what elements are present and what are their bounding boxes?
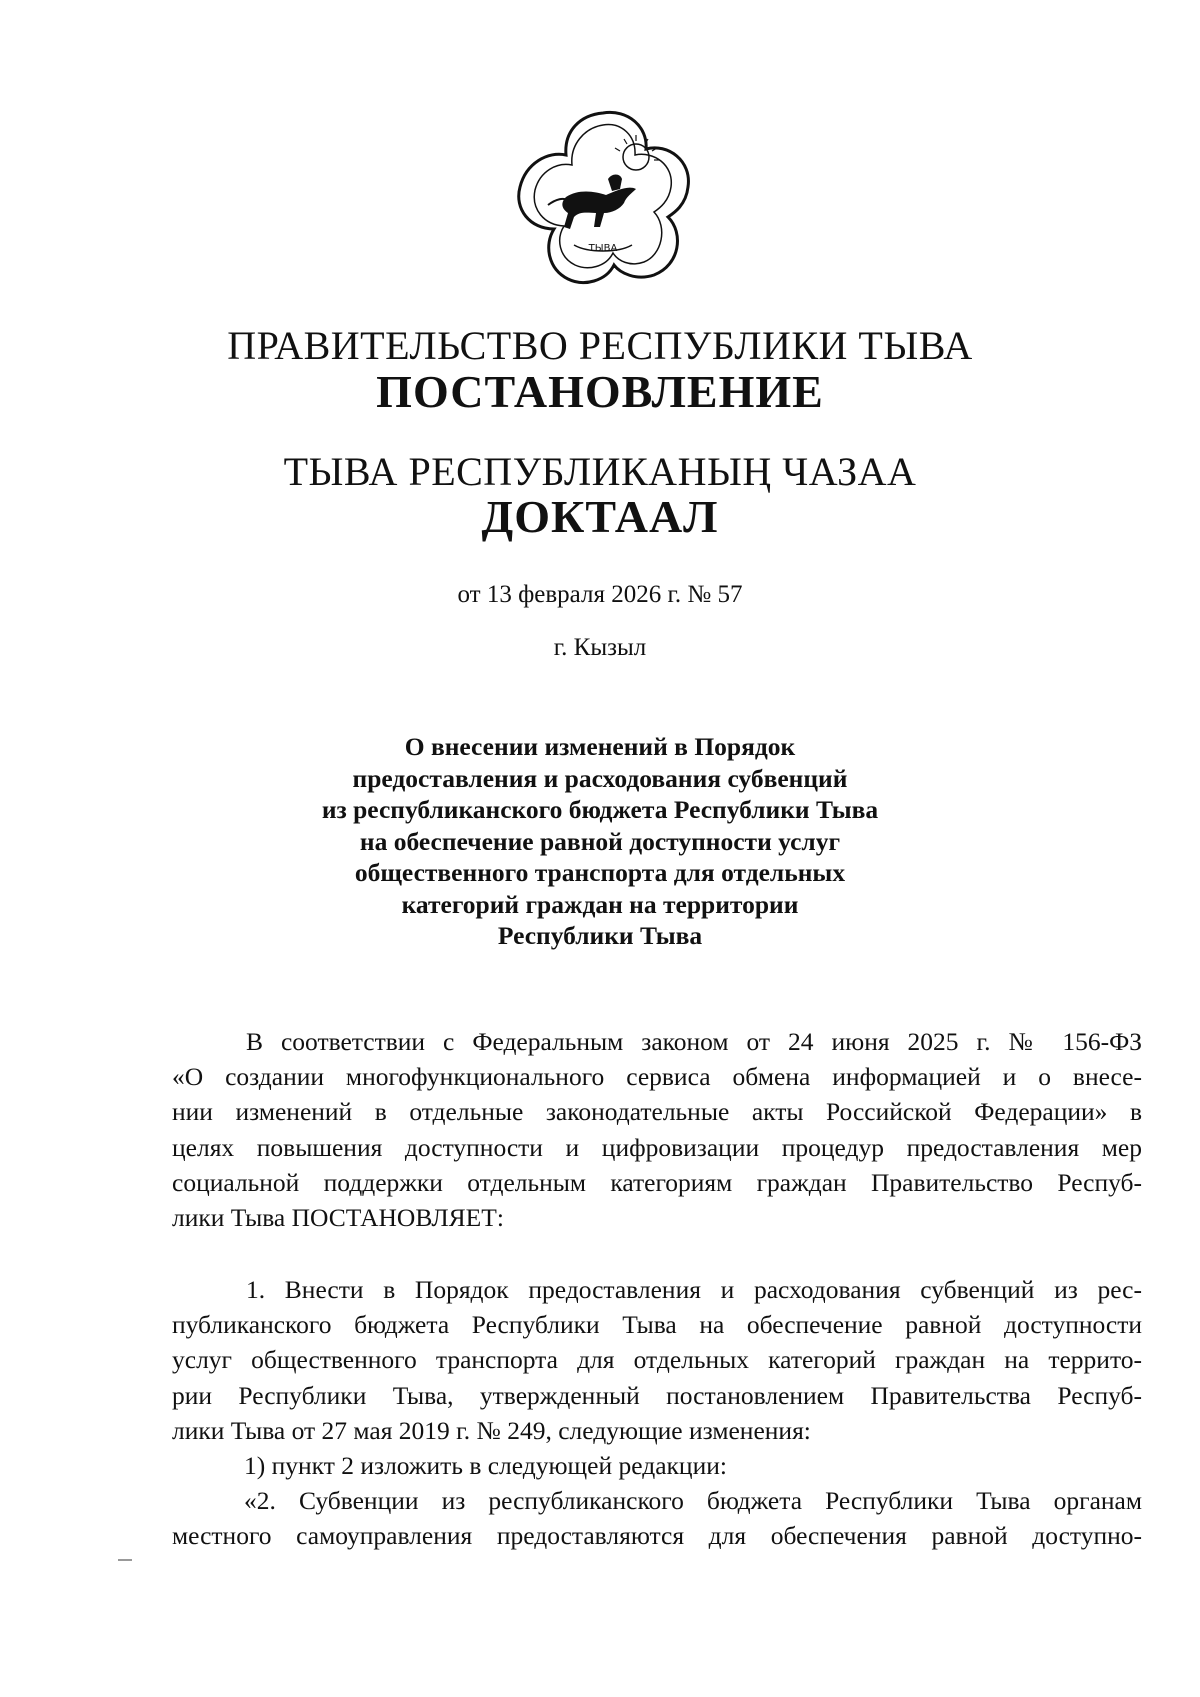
paragraph-line: 1. Внести в Порядок предоставления и расходования субвенций из рес- [246, 1275, 1142, 1304]
decree-date-number: от 13 февраля 2026 г. № 57 [457, 581, 743, 608]
paragraph-line: социальной поддержки отдельным категориям граждан Правительство Респуб- [172, 1167, 1142, 1197]
paragraph-line: лики Тыва ПОСТАНОВЛЯЕТ: [172, 1202, 504, 1232]
paragraph-line: целях повышения доступности и цифровизации процедур предоставления мер [172, 1132, 1142, 1162]
government-title-ru: ПРАВИТЕЛЬСТВО РЕСПУБЛИКИ ТЫВА [227, 323, 973, 368]
paragraph-line: В соответствии с Федеральным законом от 24 июня 2025 г. № 156-ФЗ [246, 1027, 1142, 1056]
item-1-paragraph [172, 1272, 1142, 1554]
subject-line: О внесении изменений в Порядок [404, 732, 796, 761]
government-title-tyva: ТЫВА РЕСПУБЛИКАНЫҢ ЧАЗАА [283, 449, 917, 494]
svg-text:ТЫВА: ТЫВА [588, 243, 618, 254]
subject-line: категорий граждан на территории [401, 889, 799, 919]
paragraph-line: «О создании многофункционального сервиса обмена информацией и о внесе- [172, 1062, 1142, 1092]
paragraph-line: услуг общественного транспорта для отдельных категорий граждан на террито- [172, 1345, 1142, 1375]
subject-line: на обеспечение равной доступности услуг [359, 826, 841, 856]
paragraph-line: местного самоуправления предоставляются для обеспечения равной доступно- [172, 1521, 1142, 1551]
paragraph-line: нии изменений в отдельные законодательные акты Российской Федерации» в [172, 1097, 1142, 1127]
subject-line: общественного транспорта для отдельных [354, 858, 846, 887]
paragraph-line: «2. Субвенции из республиканского бюджета Республики Тыва органам [244, 1486, 1142, 1516]
subject-line: из республиканского бюджета Республики Тыва [321, 795, 879, 824]
subject-line: предоставления и расходования субвенций [352, 763, 848, 793]
scan-artifact [118, 1559, 132, 1561]
paragraph-line: лики Тыва от 27 мая 2019 г. № 249, следующие изменения: [172, 1415, 811, 1445]
decree-title-ru: ПОСТАНОВЛЕНИЕ [376, 366, 824, 417]
tuva-emblem-icon [508, 105, 698, 290]
subject-line: Республики Тыва [497, 921, 703, 950]
decree-city: г. Кызыл [553, 634, 647, 661]
paragraph-line: 1) пункт 2 изложить в следующей редакции: [244, 1450, 727, 1480]
decree-subject [0, 731, 1200, 952]
paragraph-line: рии Республики Тыва, утвержденный постановлением Правительства Респуб- [172, 1380, 1142, 1410]
decree-title-tyva: ДОКТААЛ [481, 491, 719, 542]
paragraph-line: публиканского бюджета Республики Тыва на обеспечение равной доступности [172, 1310, 1142, 1340]
preamble-paragraph [172, 1024, 1142, 1235]
